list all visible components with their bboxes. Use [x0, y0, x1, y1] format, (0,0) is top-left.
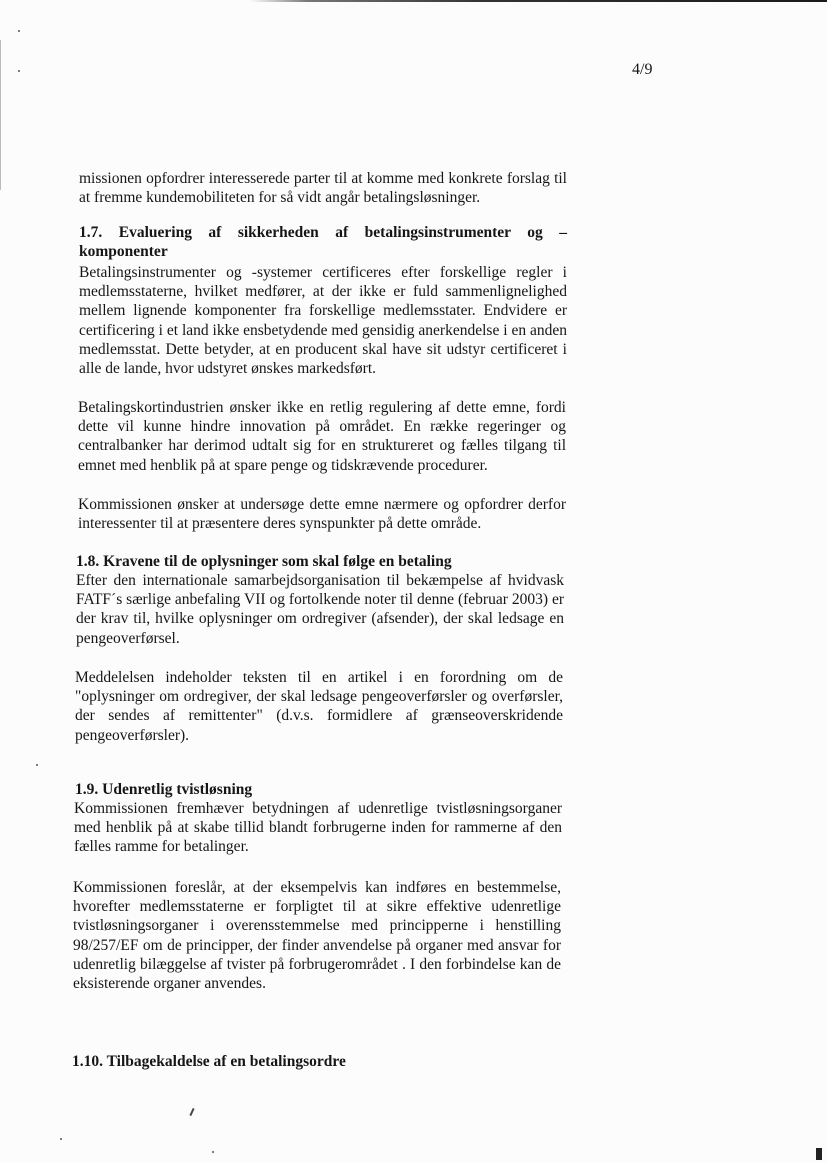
section-1-9-paragraph-1: Kommissionen fremhæver betydningen af udenretlige tvistløsningsorganer med henblik på at skabe tillid blandt forbrugerne inden for rammerne af den fælles ramme for betalinger.: [74, 800, 562, 856]
section-1-10-heading: 1.10. Tilbagekaldelse af en betalingsordre: [72, 1053, 346, 1070]
section-1-7-paragraph-3: Kommissionen ønsker at undersøge dette emne nærmere og opfordrer derfor interessenter til at præsentere deres synspunkter på dette område.: [78, 496, 566, 533]
scan-speck: [212, 1151, 214, 1153]
section-1-7-heading-line2: komponenter: [79, 243, 168, 260]
section-1-9-paragraph-2: Kommissionen foreslår, at der eksempelvis kan indføres en bestemmelse, hvorefter medlemsstaterne er forpligtet til at sikre effektive udenretlige tvistløsningsorganer i overensstemmelse med principperne i henstilling 98/257/EF om de principper, der finder anvendelse på organer med ansvar for udenretlig bilæggelse af tvister på forbrugerområdet . I den forbindelse kan de eksisterende organer anvendes.: [73, 879, 561, 993]
section-1-9-heading: 1.9. Udenretlig tvistløsning: [75, 781, 253, 798]
scan-edge-top: [250, 0, 827, 2]
scan-stroke: [189, 1108, 194, 1116]
scan-left-edge: [0, 40, 1, 190]
scan-speck: [36, 764, 38, 766]
scan-speck: [60, 1138, 62, 1140]
section-1-8-paragraph-2: Meddelelsen indeholder teksten til en artikel i en forordning om de "oplysninger om ordregiver, der skal ledsage pengeoverførsler og overførsler, der sendes af remittenter" (d.v.s. formidlere af grænseoverskridende pengeoverførsler).: [75, 669, 563, 744]
intro-paragraph: missionen opfordrer interesserede parter til at komme med konkrete forslag til at fremme kundemobiliteten for så vidt angår betalingsløsninger.: [79, 170, 567, 207]
section-1-8-paragraph-1: Efter den internationale samarbejdsorganisation til bekæmpelse af hvidvask FATF´s særlige anbefaling VII og fortolkende noter til denne (februar 2003) er der krav til, hvilke oplysninger om ordregiver (afsender), der skal ledsage en pengeoverførsel.: [76, 572, 564, 647]
scan-speck: [18, 70, 20, 72]
scan-speck: [18, 30, 20, 32]
section-1-7-paragraph-2: Betalingskortindustrien ønsker ikke en retlig regulering af dette emne, fordi dette vil kunne hindre innovation på området. En række regeringer og centralbanker har derimod udtalt sig for en struktureret og fælles tilgang til emnet med henblik på at spare penge og tidskrævende procedurer.: [78, 399, 566, 474]
section-1-7-paragraph-1: Betalingsinstrumenter og -systemer certificeres efter forskellige regler i medlemsstaterne, hvilket medfører, at der ikke er fuld sammenlignelighed mellem lignende komponenter fra forskellige medlemsstater. Endvidere er certificering i et land ikke ensbetydende med gensidig anerkendelse i en anden medlemsstat. Dette betyder, at en producent skal have sit udstyr certificeret i alle de lande, hvor udstyret ønskes markedsført.: [79, 264, 567, 378]
section-1-7-heading-line1: 1.7. Evaluering af sikkerheden af betalingsinstrumenter og –: [79, 224, 567, 241]
scan-edge-right: [816, 1148, 822, 1160]
page-number: 4/9: [632, 61, 653, 78]
section-1-8-heading: 1.8. Kravene til de oplysninger som skal følge en betaling: [76, 553, 452, 570]
